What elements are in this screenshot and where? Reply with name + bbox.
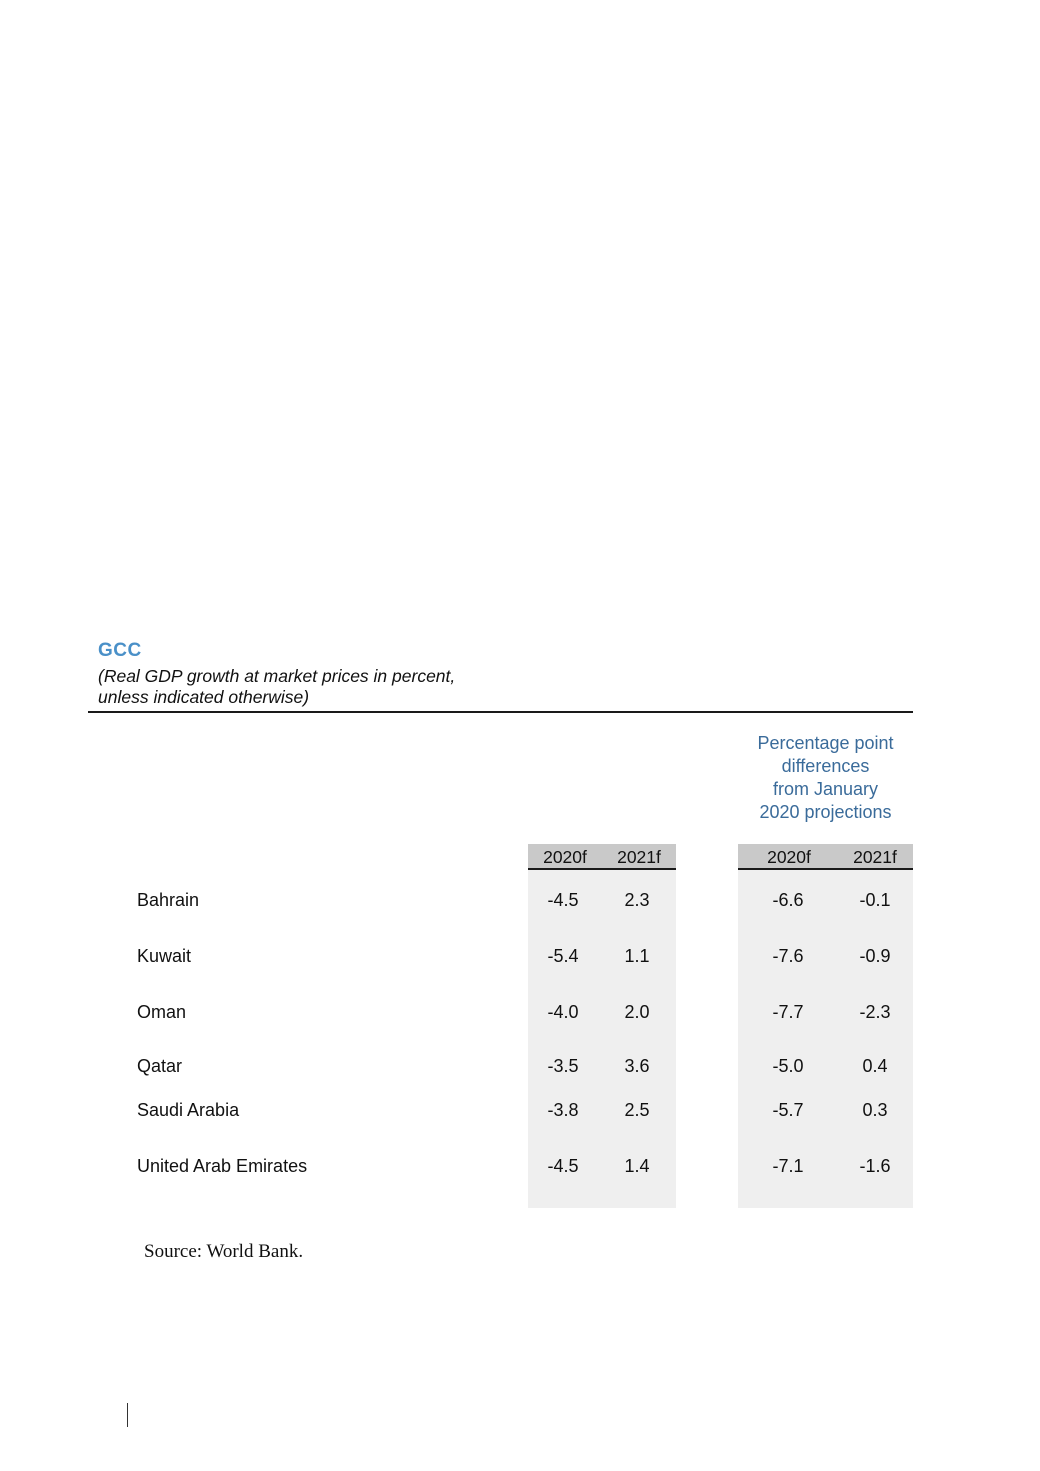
source-note: Source: World Bank.: [144, 1241, 304, 1262]
cell-diff-2020f: -7.6: [772, 946, 804, 966]
cell-2021f: 1.1: [624, 946, 650, 966]
diff-header-line: differences: [781, 756, 870, 776]
row-label: Qatar: [137, 1056, 183, 1076]
cell-diff-2020f: -5.0: [772, 1056, 804, 1076]
row-label: Kuwait: [137, 946, 192, 966]
cell-2020f: -4.5: [547, 1156, 579, 1176]
col-header-2021f: 2021f: [853, 847, 897, 867]
top-rule: [88, 711, 913, 713]
table-subtitle: [98, 666, 455, 708]
cell-diff-2020f: -6.6: [772, 890, 804, 910]
subtitle-line-2: unless indicated otherwise): [98, 687, 310, 707]
cell-2020f: -5.4: [547, 946, 579, 966]
row-label: Bahrain: [137, 890, 200, 910]
forecast-column-header: [528, 844, 676, 870]
cell-diff-2021f: -0.1: [859, 890, 891, 910]
cell-2021f: 2.5: [624, 1100, 650, 1120]
col-header-2020f: 2020f: [767, 847, 811, 867]
col-header-2021f: 2021f: [617, 847, 661, 867]
cell-diff-2021f: -0.9: [859, 946, 891, 966]
cell-2021f: 1.4: [624, 1156, 650, 1176]
cell-diff-2021f: -2.3: [859, 1002, 891, 1022]
cell-2020f: -4.0: [547, 1002, 579, 1022]
cell-2021f: 2.0: [624, 1002, 650, 1022]
margin-rule: [127, 1403, 128, 1427]
cell-diff-2021f: 0.3: [862, 1100, 888, 1120]
cell-2021f: 2.3: [624, 890, 650, 910]
cell-diff-2020f: -7.7: [772, 1002, 804, 1022]
cell-diff-2020f: -5.7: [772, 1100, 804, 1120]
row-label: United Arab Emirates: [137, 1156, 308, 1176]
diff-header: [738, 732, 913, 824]
cell-2020f: -3.5: [547, 1056, 579, 1076]
diff-header-line: Percentage point: [757, 733, 894, 753]
diff-header-line: from January: [772, 779, 879, 799]
diff-header-line: 2020 projections: [759, 802, 892, 822]
cell-diff-2021f: 0.4: [862, 1056, 888, 1076]
difference-column-header: [738, 844, 913, 870]
cell-2020f: -3.8: [547, 1100, 579, 1120]
cell-diff-2020f: -7.1: [772, 1156, 804, 1176]
cell-2021f: 3.6: [624, 1056, 650, 1076]
col-header-2020f: 2020f: [543, 847, 587, 867]
table-title: GCC: [98, 640, 142, 661]
row-label: Oman: [137, 1002, 187, 1022]
cell-diff-2021f: -1.6: [859, 1156, 891, 1176]
row-label: Saudi Arabia: [137, 1100, 240, 1120]
cell-2020f: -4.5: [547, 890, 579, 910]
subtitle-line-1: (Real GDP growth at market prices in percent,: [98, 666, 456, 686]
